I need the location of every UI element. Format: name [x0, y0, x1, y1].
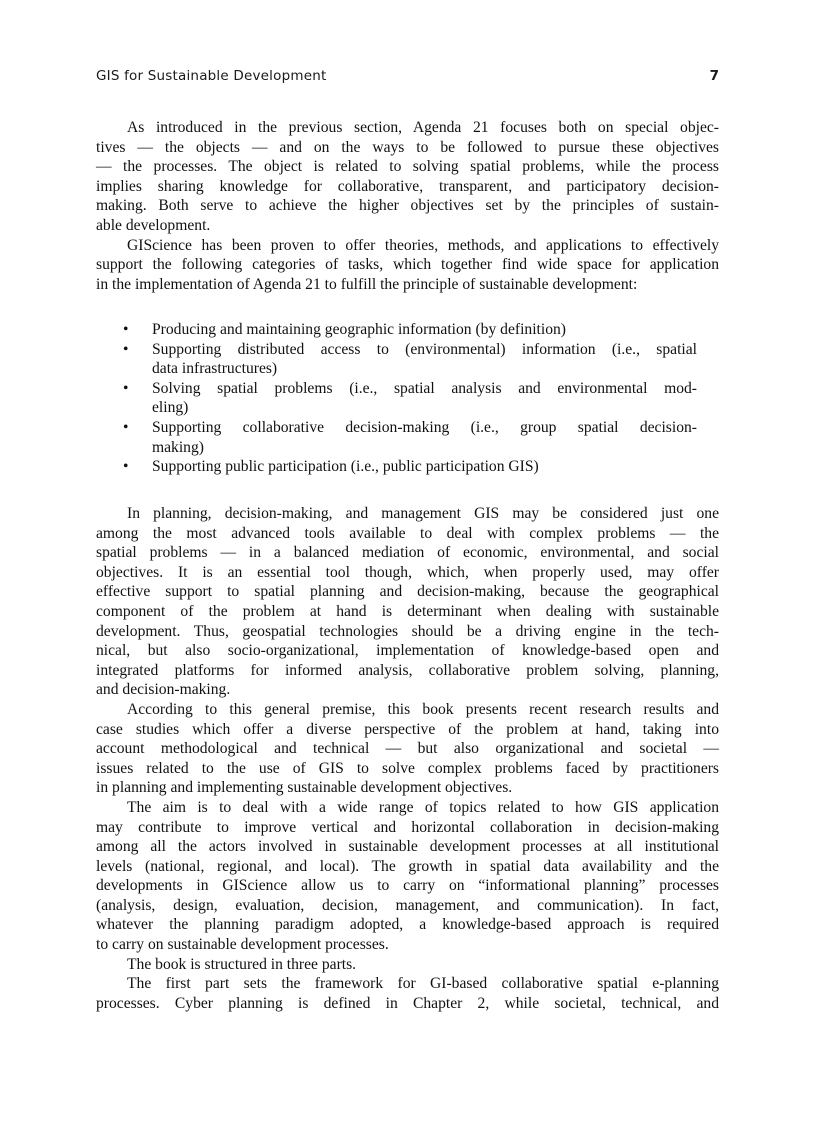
text-line: support the following categories of tasks, which together find wide space for application	[96, 256, 719, 274]
bullet-icon: •	[123, 379, 129, 397]
text-line: levels (national, regional, and local). The growth in spatial data availability and the	[96, 857, 719, 875]
text-line: — the processes. The object is related to solving spatial problems, while the process	[96, 158, 719, 176]
text-line: in planning and implementing sustainable development objectives.	[96, 779, 513, 797]
text-line: among all the actors involved in sustainable development processes at all institutional	[96, 838, 719, 856]
text-line: integrated platforms for informed analysis, collaborative problem solving, planning,	[96, 661, 719, 679]
text-line: developments in GIScience allow us to carry on “informational planning” processes	[96, 877, 719, 895]
text-line: and decision-making.	[96, 681, 231, 699]
text-line: to carry on sustainable development processes.	[96, 936, 389, 954]
list-item	[96, 457, 719, 477]
text-line: case studies which offer a diverse perspective of the problem at hand, taking into	[96, 720, 719, 738]
text-line: tives — the objects — and on the ways to be followed to pursue these objectives	[96, 138, 719, 156]
page-number: 7	[709, 68, 719, 84]
text-line: processes. Cyber planning is defined in Chapter 2, while societal, technical, and	[96, 994, 719, 1012]
text-line: implies sharing knowledge for collaborative, transparent, and participatory decision-	[96, 177, 719, 195]
text-line: whatever the planning paradigm adopted, a knowledge-based approach is required	[96, 916, 719, 934]
paragraph	[96, 236, 719, 295]
bullet-icon: •	[123, 321, 129, 338]
text-line: objectives. It is an essential tool though, which, when properly used, may offer	[96, 563, 719, 581]
bullet-icon: •	[123, 418, 129, 436]
text-line: in the implementation of Agenda 21 to fulfill the principle of sustainable development:	[96, 275, 638, 293]
text-line: account methodological and technical — but also organizational and societal —	[96, 740, 719, 758]
list-item	[96, 379, 719, 418]
text-line: According to this general premise, this book presents recent research results and	[127, 700, 719, 718]
list-item-line: Supporting public participation (i.e., public participation GIS)	[152, 458, 539, 476]
body-text-bottom	[96, 504, 719, 1013]
list-item-line: Solving spatial problems (i.e., spatial analysis and environmental mod-	[152, 379, 697, 397]
paragraph	[96, 955, 719, 975]
paragraph	[96, 700, 719, 798]
bullet-icon: •	[123, 340, 129, 358]
list-item	[96, 340, 719, 379]
list-item-line: making)	[152, 438, 204, 456]
running-title: GIS for Sustainable Development	[96, 68, 327, 84]
text-line: The first part sets the framework for GI-based collaborative spatial e-planning	[127, 975, 719, 993]
paragraph	[96, 118, 719, 236]
text-line: component of the problem at hand is determinant when dealing with sustainable	[96, 602, 719, 620]
list-item	[96, 418, 719, 457]
list-item-line: eling)	[152, 399, 189, 417]
text-line: making. Both serve to achieve the higher objectives set by the principles of sustain-	[96, 197, 719, 215]
text-line: able development.	[96, 216, 211, 234]
text-line: spatial problems — in a balanced mediation of economic, environmental, and social	[96, 544, 719, 562]
paragraph	[96, 798, 719, 955]
text-line: effective support to spatial planning and decision-making, because the geographical	[96, 583, 719, 601]
text-line: GIScience has been proven to offer theories, methods, and applications to effectively	[127, 236, 719, 254]
text-line: The book is structured in three parts.	[127, 955, 357, 973]
task-list	[96, 320, 719, 477]
text-line: issues related to the use of GIS to solve complex problems faced by practitioners	[96, 759, 719, 777]
list-item	[96, 320, 719, 340]
paragraph	[96, 974, 719, 1013]
paragraph	[96, 504, 719, 700]
list-item-line: Supporting distributed access to (environmental) information (i.e., spatial	[152, 340, 697, 358]
text-line: among the most advanced tools available to deal with complex problems — the	[96, 524, 719, 542]
text-line: In planning, decision-making, and management GIS may be considered just one	[127, 505, 719, 522]
running-header	[96, 68, 719, 88]
body-text-top	[96, 118, 719, 294]
text-line: nical, but also socio-organizational, implementation of knowledge-based open and	[96, 642, 719, 660]
text-line: As introduced in the previous section, Agenda 21 focuses both on special objec-	[127, 119, 719, 136]
list-item-line: data infrastructures)	[152, 360, 278, 378]
text-line: may contribute to improve vertical and horizontal collaboration in decision-making	[96, 818, 719, 836]
list-item-line: Supporting collaborative decision-making (i.e., group spatial decision-	[152, 418, 697, 436]
text-line: (analysis, design, evaluation, decision, management, and communication). In fact,	[96, 896, 719, 914]
list-item-line: Producing and maintaining geographic information (by definition)	[152, 321, 567, 338]
bullet-icon: •	[123, 458, 129, 476]
text-line: development. Thus, geospatial technologies should be a driving engine in the tech-	[96, 622, 719, 640]
text-line: The aim is to deal with a wide range of topics related to how GIS application	[127, 798, 719, 816]
